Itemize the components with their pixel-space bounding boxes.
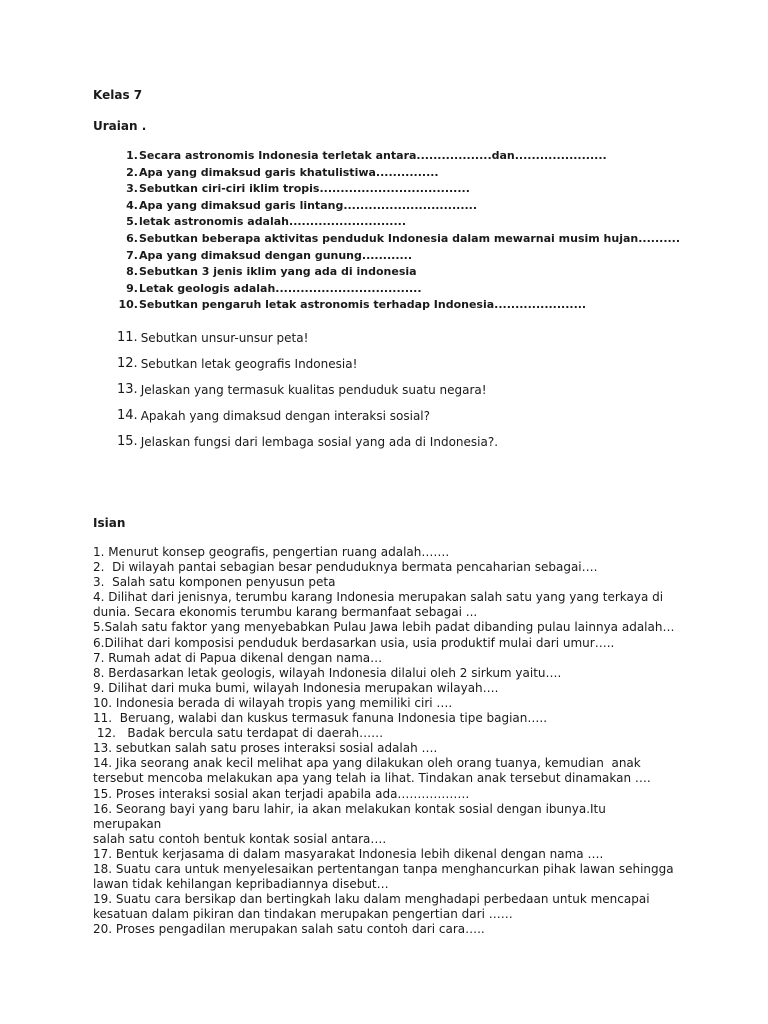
- list-item: [117, 351, 498, 377]
- item-text: Sebutkan pengaruh letak astronomis terhadap Indonesia......................: [139, 298, 587, 312]
- item-number: 12.: [117, 356, 138, 371]
- text-line: 18. Suatu cara untuk menyelesaikan pertentangan tanpa menghancurkan pihak lawan sehingga: [93, 861, 674, 876]
- list-item: [93, 281, 680, 298]
- text-line: dunia. Secara ekonomis terumbu karang bermanfaat sebagai ...: [93, 605, 478, 620]
- text-line: tersebut mencoba melakukan apa yang telah ia lihat. Tindakan anak tersebut dinamakan ….: [93, 771, 651, 786]
- list-item: [93, 148, 680, 165]
- item-number: 13.: [117, 382, 138, 397]
- list-item: [117, 429, 498, 455]
- text-line: 1. Menurut konsep geografis, pengertian ruang adalah…….: [93, 545, 450, 559]
- item-text: Sebutkan ciri-ciri iklim tropis....................................: [139, 182, 470, 196]
- list-item: [117, 377, 498, 403]
- text-line: 11. Beruang, walabi dan kuskus termasuk fanuna Indonesia tipe bagian…..: [93, 711, 548, 726]
- item-text: Apa yang dimaksud garis lintang................................: [139, 198, 478, 212]
- item-text: letak astronomis adalah............................: [139, 215, 407, 229]
- text-line: 2. Di wilayah pantai sebagian besar penduduknya bermata pencaharian sebagai….: [93, 560, 598, 575]
- text-line: 15. Proses interaksi sosial akan terjadi apabila ada………………: [93, 786, 470, 801]
- text-line: 10. Indonesia berada di wilayah tropis yang memiliki ciri ….: [93, 695, 453, 710]
- uraian-section-title: Uraian .: [93, 119, 147, 133]
- item-text: Jelaskan yang termasuk kualitas penduduk suatu negara!: [140, 383, 487, 397]
- list-item: [93, 198, 680, 215]
- list-item: [93, 165, 680, 182]
- item-text: Apa yang dimaksud garis khatulistiwa...............: [139, 165, 439, 179]
- isian-question-list: [93, 545, 675, 937]
- item-number: 2.: [126, 165, 138, 179]
- list-item: [93, 231, 680, 248]
- item-number: 11.: [117, 330, 138, 345]
- item-text: Jelaskan fungsi dari lembaga sosial yang ada di Indonesia?.: [140, 435, 499, 449]
- item-text: Sebutkan beberapa aktivitas penduduk Indonesia dalam mewarnai musim hujan..........: [139, 231, 681, 245]
- item-number: 7.: [126, 248, 138, 262]
- text-line: 19. Suatu cara bersikap dan bertingkah laku dalam menghadapi perbedaan untuk mencapai: [93, 892, 650, 907]
- list-item: [93, 264, 680, 281]
- isian-section-title: Isian: [93, 516, 126, 530]
- item-text: Sebutkan unsur-unsur peta!: [140, 331, 309, 345]
- item-text: Apakah yang dimaksud dengan interaksi sosial?: [140, 409, 430, 423]
- list-item: [93, 297, 680, 314]
- text-line: kesatuan dalam pikiran dan tindakan merupakan pengertian dari ……: [93, 907, 513, 922]
- item-number: 4.: [126, 198, 138, 212]
- text-line: 4. Dilihat dari jenisnya, terumbu karang Indonesia merupakan salah satu yang yang terkaya di: [93, 590, 664, 605]
- text-line: 20. Proses pengadilan merupakan salah satu contoh dari cara…..: [93, 922, 485, 937]
- item-number: 1.: [126, 149, 138, 162]
- item-number: 6.: [126, 231, 138, 245]
- text-line: 7. Rumah adat di Papua dikenal dengan nama…: [93, 650, 383, 665]
- item-number: 8.: [126, 265, 138, 279]
- text-line: 9. Dilihat dari muka bumi, wilayah Indonesia merupakan wilayah….: [93, 680, 499, 695]
- item-number: 5.: [126, 215, 138, 229]
- item-number: 9.: [126, 281, 138, 295]
- item-number: 3.: [126, 182, 138, 196]
- uraian-bold-question-list: [93, 148, 680, 314]
- item-number: 10.: [118, 298, 138, 312]
- text-line: 6.Dilihat dari komposisi penduduk berdasarkan usia, usia produktif mulai dari umur…..: [93, 635, 615, 650]
- list-item: [117, 403, 498, 429]
- class-label: Kelas 7: [93, 88, 143, 102]
- text-line: 5.Salah satu faktor yang menyebabkan Pulau Jawa lebih padat dibanding pulau lainnya adalah…: [93, 620, 675, 635]
- uraian-light-question-list: [117, 325, 498, 455]
- item-number: 14.: [117, 408, 138, 423]
- text-line: salah satu contoh bentuk kontak sosial antara….: [93, 831, 387, 846]
- text-line: 17. Bentuk kerjasama di dalam masyarakat Indonesia lebih dikenal dengan nama ….: [93, 846, 604, 861]
- list-item: [93, 181, 680, 198]
- text-line: lawan tidak kehilangan kepribadiannya disebut…: [93, 877, 389, 892]
- list-item: [117, 325, 498, 351]
- text-line: 16. Seorang bayi yang baru lahir, ia akan melakukan kontak sosial dengan ibunya.Itu merupakan: [93, 801, 610, 831]
- text-line: 12. Badak bercula satu terdapat di daerah……: [93, 726, 384, 741]
- item-text: Secara astronomis Indonesia terletak antara..................dan......................: [139, 149, 607, 162]
- item-number: 15.: [117, 434, 138, 449]
- item-text: Sebutkan 3 jenis iklim yang ada di indonesia: [139, 265, 417, 279]
- item-text: Letak geologis adalah...................................: [139, 281, 422, 295]
- list-item: [93, 214, 680, 231]
- text-line: 8. Berdasarkan letak geologis, wilayah Indonesia dilalui oleh 2 sirkum yaitu….: [93, 665, 562, 680]
- text-line: 13. sebutkan salah satu proses interaksi sosial adalah ….: [93, 741, 438, 756]
- list-item: [93, 248, 680, 265]
- text-line: 14. Jika seorang anak kecil melihat apa yang dilakukan oleh orang tuanya, kemudian anak: [93, 756, 641, 771]
- item-text: Sebutkan letak geografis Indonesia!: [140, 357, 358, 371]
- text-line: 3. Salah satu komponen penyusun peta: [93, 575, 336, 590]
- item-text: Apa yang dimaksud dengan gunung............: [139, 248, 413, 262]
